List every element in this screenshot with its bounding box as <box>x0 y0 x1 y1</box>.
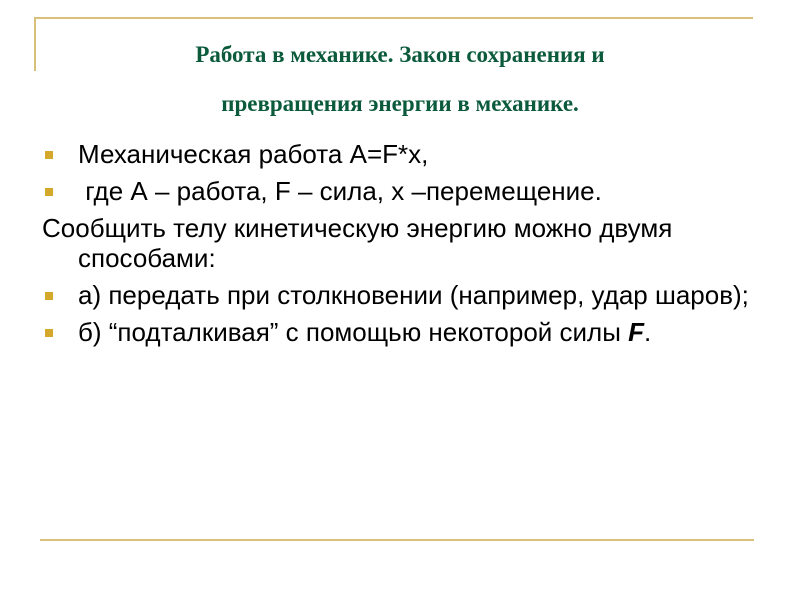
list-item-collision <box>42 280 762 310</box>
list-item-definitions <box>42 176 762 206</box>
square-bullet-icon <box>45 151 53 159</box>
slide-title-line-2: превращения энергии в механике. <box>221 91 579 116</box>
list-item-work-formula <box>42 139 762 169</box>
force-symbol: F <box>628 317 645 347</box>
paragraph-kinetic-energy <box>42 213 762 273</box>
list-item-pushing <box>42 317 762 347</box>
square-bullet-icon <box>45 292 53 300</box>
square-bullet-icon <box>45 188 53 196</box>
slide-body <box>42 139 762 354</box>
slide-frame-left-rule <box>34 17 36 71</box>
paragraph-text: Сообщить телу кинетическую энергию можно двумя способами: <box>42 213 673 273</box>
square-bullet-icon <box>45 329 53 337</box>
list-item-text: где А – работа, F – сила, x –перемещение. <box>78 176 602 206</box>
list-item-text: б) “подталкивая” с помощью некоторой силы <box>78 317 629 347</box>
slide-frame-top-rule <box>34 17 753 19</box>
sentence-period: . <box>644 317 652 347</box>
slide-title <box>40 30 760 128</box>
list-item-text: а) передать при столкновении (например, удар шаров); <box>78 280 749 310</box>
slide-title-line-1: Работа в механике. Закон сохранения и <box>195 42 605 67</box>
slide-frame-bottom-rule <box>40 539 754 541</box>
list-item-text: Механическая работа A=F*x, <box>78 139 429 169</box>
